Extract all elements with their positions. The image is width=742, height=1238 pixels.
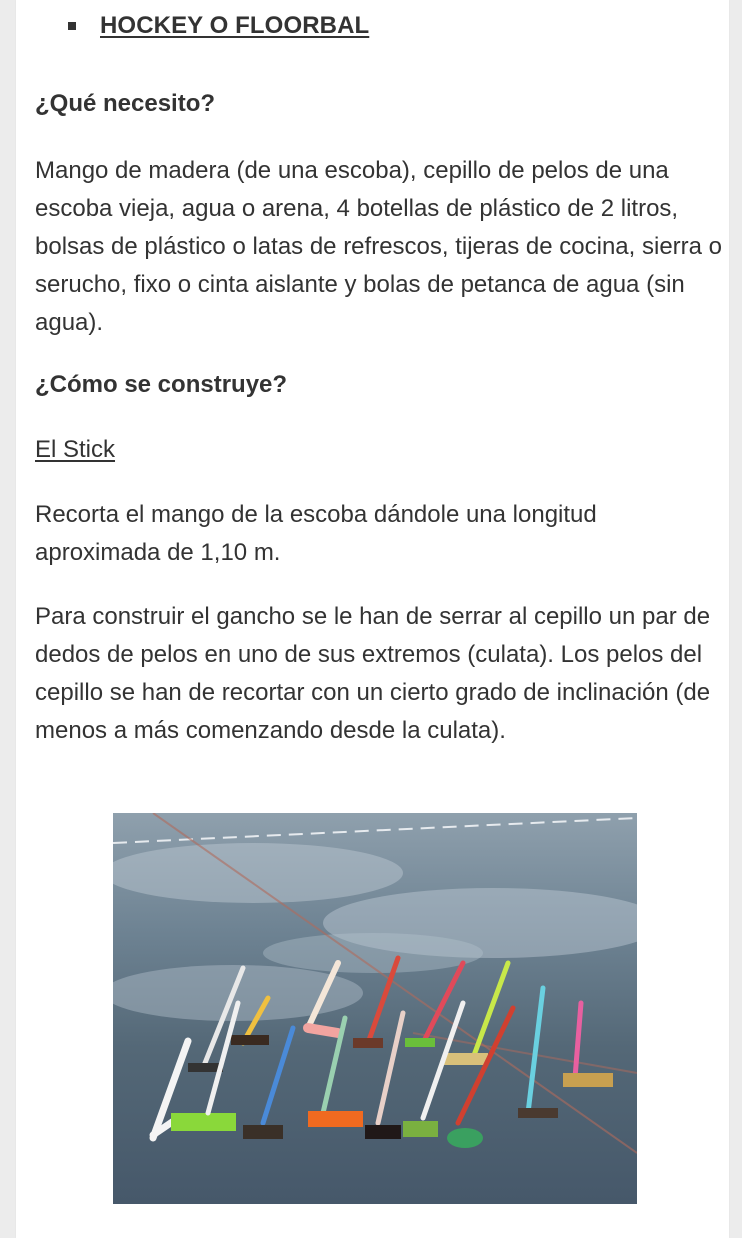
paragraph-hook: Para construir el gancho se le han de serrar al cepillo un par de dedos de pelos en uno de sus extremos (culata). Los pelos del cepillo se han de recortar con un cierto grado de inclinación (de menos a más comenzando desde la culata). <box>35 603 711 744</box>
stick-link[interactable]: El Stick <box>35 436 116 463</box>
hockey-link[interactable]: HOCKEY O FLOORBAL <box>100 12 370 39</box>
paragraph-materials: Mango de madera (de una escoba), cepillo de pelos de una escoba vieja, agua o arena, 4 botellas de plástico de 2 litros, bolsas de plástico o latas de refrescos, tijeras de cocina, sierra o serucho, fixo o cinta aislante y bolas de petanca de agua (sin agua). <box>35 157 723 336</box>
heading-need: ¿Qué necesito? <box>35 90 216 117</box>
square-bullet-icon <box>68 22 76 30</box>
list-item <box>68 8 369 44</box>
brooms-illustration <box>113 813 637 1204</box>
heading-build: ¿Cómo se construye? <box>35 371 288 398</box>
brooms-photo <box>113 813 637 1204</box>
paragraph-cut: Recorta el mango de la escoba dándole una longitud aproximada de 1,10 m. <box>35 501 597 566</box>
